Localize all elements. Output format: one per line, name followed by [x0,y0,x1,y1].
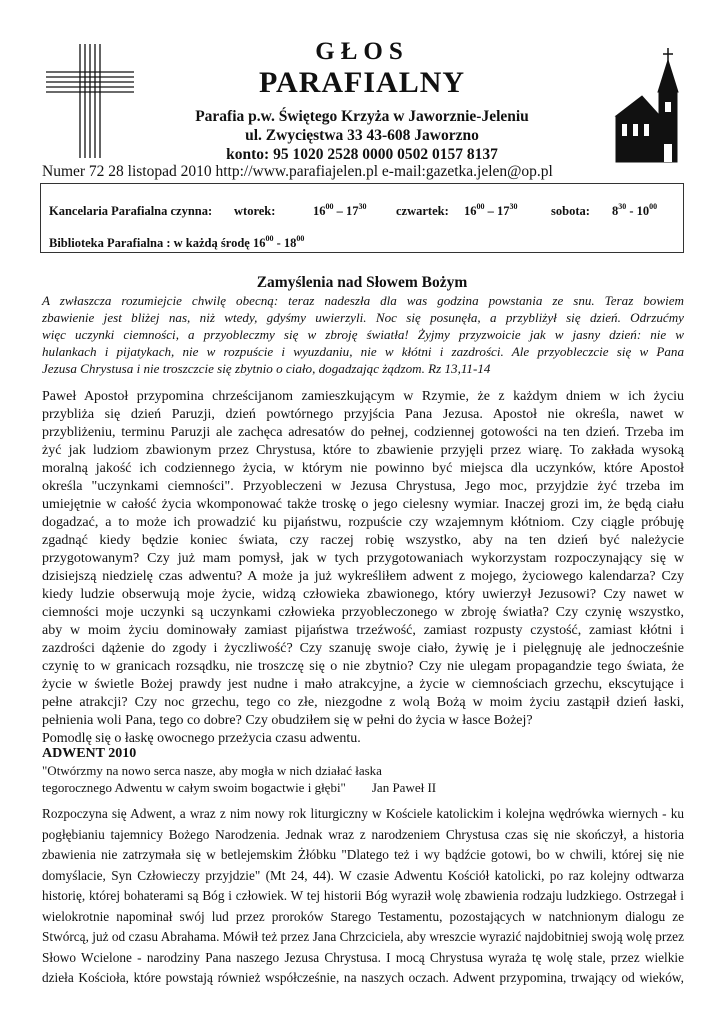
advent-body-line: wielokrotnie napominał swój lud przez proroków Starego Testamentu, pozostających w natchnionym dialogu ze [42,908,684,924]
reflection-body-line: moralną jakość ich codziennego życia, w którym nie powinno być miejsca dla uczynków, które Apostoł [42,461,684,476]
newsletter-title-line2: PARAFIALNY [258,66,466,99]
reflection-body-line: przygotowanym? Czy już mam pomysł, jak w tych przygotowaniach wykorzystam rozpoczynający się w [42,551,684,566]
reflection-body-line: dzisiejszą niedzielę czas adwentu? A może ja już wykreśliłem adwent z mojego, życiowego kalendarza? Czy [42,569,684,584]
reflection-body-line: żyć jak ludziom zbawionym przez Chrystusa, które to zbawienie przyjęli przez wiarę. To zakłada wysoką [42,443,684,458]
office-label: Kancelaria Parafialna czynna: [49,204,213,218]
advent-body-line: domyślacie, Syn Człowieczy przyjdzie" (Mt 24, 44). W czasie Adwentu Kościół katolicki, po raz kolejny odtwarza [42,867,684,883]
reflection-body-line: zazdrości dążenie do zgody i życzliwość? Czy szanuję swoje ciało, żywię je i pielęgnuję ale jednocześnie [42,641,684,656]
office-day3: sobota: [551,204,590,218]
bank-account: konto: 95 1020 2528 0000 0502 0157 8137 [226,146,498,163]
reflection-body-line: określa "uczynkami ciemności". Przyobleczeni w Jezusa Chrystusa, Jego moc, przyjdzie żyć trzeba im [42,479,684,494]
advent-quote-author: Jan Paweł II [371,780,437,795]
office-day2-hours: $16^{00} - 17^{30}$ [464,202,518,218]
reflection-body-line: Pomodlę się o łaskę owocnego przeżycia czasu adwentu. [42,731,361,746]
newsletter-title-line1: GŁOS [315,38,409,65]
office-day1-hours: $16^{00} - 17^{30}$ [313,202,367,218]
reflection-body-line: Paweł Apostoł przypomina chrześcijanom zamieszkującym w Rzymie, że z każdym dniem w ich życiu [42,389,684,404]
scripture-quote-line: więc uczynki ciemności, a przyobleczmy się w zbroję światła! Żyjmy przyzwoicie jak w jasny dzień: nie w [42,327,684,342]
office-hours-box [40,183,684,253]
reflection-body-line: ciemności moje uczynki są uczynkami człowieka przyobleczonego w zbroję światła? Czy czynię wszystko, [42,605,684,620]
reflection-body-line: przybliża się dzień Paruzji, dzień powtórnego przyjścia Pana Jezusa. Apostoł nie określa, nawet w [42,407,684,422]
reflection-body-line: umiejętnie w całość życia wkomponować także troskę o jego cielesny wymiar. Inaczej grozi im, że będą ciału [42,497,684,512]
advent-body-line: zbawienia nie zatrzymała się w betlejemskim Żłóbku "Dlatego też i wy bądźcie gotowi, bo w chwili, której się nie [42,847,684,862]
issue-line: Numer 72 28 listopad 2010 http://www.parafiajelen.pl e-mail:gazetka.jelen@op.pl [42,163,553,180]
advent-body-line: Stwórcą, już od czasu Abrahama. Mówił też przez Jana Chrzciciela, aby wreszcie wyrazić najdobitniej swoją wolę przez [42,929,684,944]
office-day1: wtorek: [234,204,276,218]
reflection-body-line: zgadnąć kiedy będzie koniec świata, czy raczej robię wszystko, aby na ten dzień być należycie [42,533,684,548]
reflection-body-line: pełnienia woli Pana, tego co dobre? Czy obudziłem się w pełni do życia w łasce Bożej? [42,713,533,728]
section-title-reflections: Zamyślenia nad Słowem Bożym [256,274,468,291]
scripture-quote-line: zbawienie jest bliżej nas, niż wtedy, gdyśmy uwierzyli. Noc się posunęła, a przybliżył się dzień. Odrzućmy [42,310,684,325]
scripture-quote-line: Jezusa Chrystusa i nie troszczcie się zbytnio o ciało, dogadzając żądzom. Rz 13,11-14 [42,361,491,376]
library-hours: Biblioteka Parafialna : w każdą środę $16^{00} - 18^{00}$ [49,234,305,250]
office-day3-hours: $8^{30} - 10^{00}$ [612,202,658,218]
reflection-body-line: przybliżeniu, terminu Paruzji ale zachęca adresatów do pełnej, codziennej gotowości na ten dzień. Trzeba im [42,425,684,440]
advent-quote-line2: tegorocznego Adwentu w całym swoim bogactwie i głębi" Jan Paweł II [42,780,437,795]
reflection-body-line: dogadzać, a to może ich prowadzić ku pijaństwu, rozpuście czy wzajemnym kłótniom. Czy ciągle próbuję [42,515,684,530]
advent-body-line: Rozpoczyna się Adwent, a wraz z nim nowy rok liturgiczny w Kościele katolickim i kolejna wędrówka wiernych - ku [42,806,684,821]
section-title-advent: ADWENT 2010 [42,746,137,761]
reflection-body-line: pełne atrakcji? Czy noc grzechu, tego co złe, niezgodne z wolą Bożą w moim życiu zastąpił dzień łaski, [42,695,684,710]
advent-body-line: pogłębianiu tajemnicy Bożego Narodzenia. Jednak wraz z narodzeniem Chrystusa czas się nie skończył, a historia [42,826,684,842]
scripture-quote-line: A zwłaszcza rozumiejcie chwilę obecną: teraz nadeszła dla was godzina powstania ze snu. Teraz bowiem [42,293,684,308]
advent-body-line: Słowo Wcielone - narodziny Pana naszego Jezusa Chrystusa. I mocą Chrystusa wyraża tę wolę stale, przez wielkie [42,949,684,965]
office-day2: czwartek: [396,204,449,218]
advent-quote-line1: "Otwórzmy na nowo serca nasze, aby mogła w nich działać łaska [42,763,382,778]
advent-body-line: dzieła Kościoła, które powstają również współcześnie, na naszych oczach. Adwent przypomina, trwający od wieków, [42,970,684,985]
reflection-body-line: czynię to w granicach rozsądku, nie troszczę się o nie zbytnio? Czy nie ulegam propagandzie tego świata, że [42,659,684,674]
reflection-body-line: kiedy ludzie obserwują moje życie, widzą człowieka zbawionego, który uwierzył Jezusowi? Czy nawet w [42,587,684,602]
reflection-body-line: aby w moim życiu dominowały zamiast pijaństwa trzeźwość, zamiast rozpusty czystość, zamiast kłótni i [42,623,684,638]
scripture-quote-line: hulankach i pijatykach, nie w rozpuście i wyuzdaniu, nie w kłótni i zazdrości. Ale przyobleczcie się w Pana [42,344,684,359]
parish-address: ul. Zwycięstwa 33 43-608 Jaworzno [245,127,479,144]
reflection-body-line: życie w świetle Bożej prawdy jest nudne i mało atrakcyjne, a życie w ciemnościach grzechu, ekscytujące i [42,677,684,692]
advent-body-line: historię, której bohaterami są Bóg i człowiek. W tej historii Bóg wyraził wolę zbawienia rodzaju ludzkiego. Ostrzegał i [42,888,684,903]
parish-name: Parafia p.w. Świętego Krzyża w Jaworznie-Jeleniu [195,108,529,125]
